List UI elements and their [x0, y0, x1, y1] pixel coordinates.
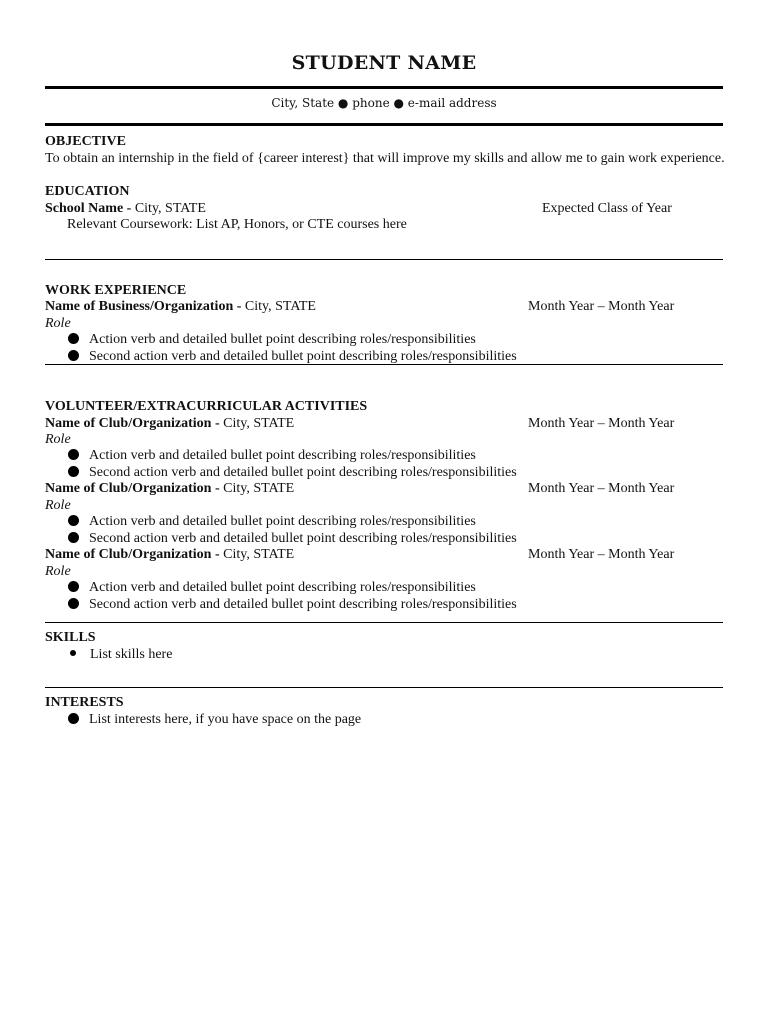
volunteer-org-line: Name of Club/Organization - City, STATE [45, 481, 295, 496]
header-bottom-rule [45, 123, 723, 126]
contact-line: City, State ● phone ● e-mail address [271, 96, 497, 110]
volunteer-org-line: Name of Club/Organization - City, STATE [45, 547, 295, 562]
education-rule [45, 259, 723, 260]
volunteer-org-name: Name of Club/Organization - [45, 416, 220, 431]
expected-class: Expected Class of Year [542, 201, 672, 216]
bullet-icon [68, 713, 79, 724]
bullet-icon [68, 532, 79, 543]
interests-heading: INTERESTS [45, 695, 124, 710]
bullet-icon [70, 650, 76, 656]
volunteer-bullet: Second action verb and detailed bullet point describing roles/responsibilities [68, 597, 517, 613]
work-rule [45, 364, 723, 365]
volunteer-role: Role [45, 564, 71, 579]
header-top-rule [45, 86, 723, 89]
volunteer-role: Role [45, 432, 71, 447]
volunteer-bullet: Action verb and detailed bullet point describing roles/responsibilities [68, 580, 476, 596]
volunteer-dates: Month Year – Month Year [528, 547, 675, 562]
volunteer-bullet: Second action verb and detailed bullet point describing roles/responsibilities [68, 465, 517, 481]
work-location: City, STATE [241, 299, 316, 314]
work-bullet: Second action verb and detailed bullet point describing roles/responsibilities [68, 349, 517, 365]
bullet-icon [68, 350, 79, 361]
work-org-line [45, 299, 316, 315]
volunteer-bullet: Action verb and detailed bullet point describing roles/responsibilities [68, 514, 476, 530]
school-location: City, STATE [131, 201, 206, 216]
bullet-icon [68, 515, 79, 526]
volunteer-org-line: Name of Club/Organization - City, STATE [45, 416, 295, 431]
bullet-icon [68, 598, 79, 609]
skills-item: List skills here [68, 647, 172, 663]
student-name: STUDENT NAME [291, 52, 477, 74]
skills-rule [45, 687, 723, 688]
bullet-icon [68, 466, 79, 477]
work-heading: WORK EXPERIENCE [45, 283, 187, 298]
volunteer-role: Role [45, 498, 71, 513]
volunteer-bullet: Action verb and detailed bullet point describing roles/responsibilities [68, 448, 476, 464]
school-name: School Name - [45, 201, 132, 216]
relevant-coursework: Relevant Coursework: List AP, Honors, or CTE courses here [67, 217, 407, 232]
education-heading: EDUCATION [45, 184, 130, 199]
objective-text: To obtain an internship in the field of {career interest} that will improve my skills and allow me to gain work experience. [45, 151, 725, 166]
bullet-icon [68, 449, 79, 460]
school-line [45, 201, 206, 217]
work-bullet: Action verb and detailed bullet point describing roles/responsibilities [68, 332, 476, 348]
work-dates: Month Year – Month Year [528, 299, 675, 314]
work-org-name: Name of Business/Organization - [45, 299, 242, 314]
bullet-icon [68, 581, 79, 592]
volunteer-bullet: Second action verb and detailed bullet point describing roles/responsibilities [68, 531, 517, 547]
volunteer-org-name: Name of Club/Organization - [45, 481, 220, 496]
volunteer-heading: VOLUNTEER/EXTRACURRICULAR ACTIVITIES [45, 399, 368, 414]
objective-heading: OBJECTIVE [45, 134, 126, 149]
volunteer-dates: Month Year – Month Year [528, 481, 675, 496]
bullet-icon [68, 333, 79, 344]
volunteer-org-name: Name of Club/Organization - [45, 547, 220, 562]
skills-heading: SKILLS [45, 630, 96, 645]
volunteer-dates: Month Year – Month Year [528, 416, 675, 431]
volunteer-rule [45, 622, 723, 623]
work-role: Role [45, 316, 71, 331]
interests-item: List interests here, if you have space on the page [68, 712, 361, 728]
